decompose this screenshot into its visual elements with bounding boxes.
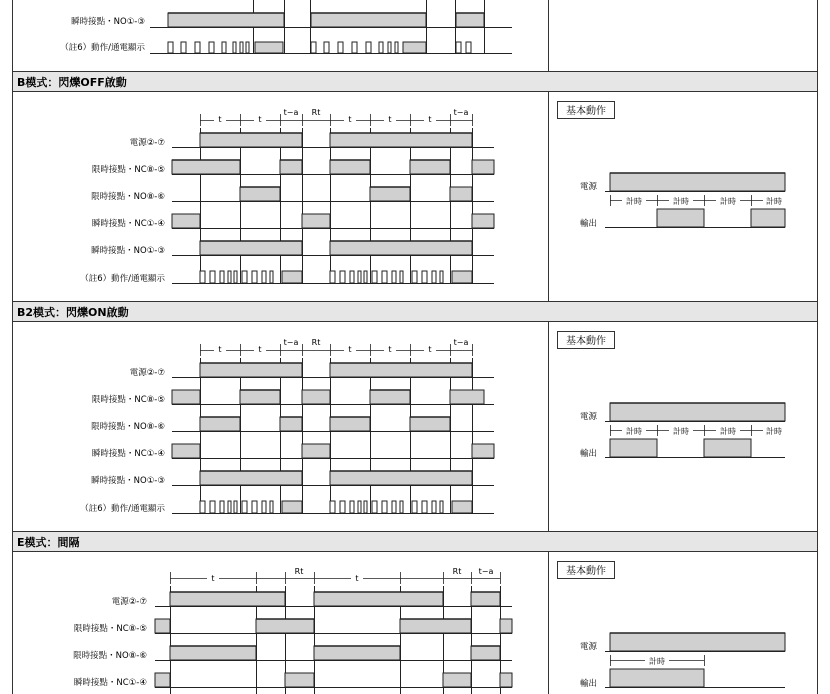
section-header-b2 bbox=[13, 302, 818, 322]
time-label: t bbox=[258, 345, 262, 354]
svg-text:計時: 計時 bbox=[649, 657, 665, 666]
time-label: t bbox=[355, 574, 359, 583]
svg-text:電源: 電源 bbox=[580, 642, 598, 652]
svg-text:電源: 電源 bbox=[580, 182, 598, 192]
row-label: 瞬時接點・NC①-④ bbox=[91, 449, 165, 459]
row-label: 瞬時接點・NC①-④ bbox=[91, 219, 165, 229]
pulse-train bbox=[168, 42, 471, 53]
time-label: t−a bbox=[478, 567, 494, 576]
svg-text:計時: 計時 bbox=[626, 427, 642, 436]
time-label: Rt bbox=[452, 567, 462, 576]
row-label: 限時接點・NC⑧-⑤ bbox=[91, 395, 165, 405]
row-label: 電源②-⑦ bbox=[111, 597, 147, 607]
row-label: （註6）動作/通電顯示 bbox=[80, 504, 165, 514]
svg-text:計時: 計時 bbox=[673, 427, 689, 436]
time-label: t bbox=[218, 345, 222, 354]
row-label: 瞬時接點・NO①-③ bbox=[71, 17, 145, 27]
svg-text:輸出: 輸出 bbox=[580, 449, 598, 459]
b2-basic-motion bbox=[558, 332, 786, 460]
svg-text:計時: 計時 bbox=[673, 197, 689, 206]
time-label: t bbox=[258, 115, 262, 124]
time-label: t bbox=[428, 115, 432, 124]
section-header-b bbox=[13, 72, 818, 92]
time-label: t bbox=[388, 345, 392, 354]
top-partial-diagram bbox=[60, 0, 512, 54]
time-label: t−a bbox=[453, 108, 469, 117]
time-label: t bbox=[348, 345, 352, 354]
row-label: 電源②-⑦ bbox=[129, 368, 165, 378]
time-label: Rt bbox=[311, 338, 321, 347]
time-label: t bbox=[211, 574, 215, 583]
svg-text:計時: 計時 bbox=[766, 197, 782, 206]
svg-text:輸出: 輸出 bbox=[580, 679, 598, 689]
row-label: 限時接點・NO⑧-⑥ bbox=[91, 422, 165, 432]
row-label: （註6）動作/通電顯示 bbox=[60, 43, 145, 53]
e-mode-diagram bbox=[73, 567, 512, 694]
section-header-e bbox=[13, 532, 818, 552]
row-label: 限時接點・NO⑧-⑥ bbox=[91, 192, 165, 202]
time-label: t bbox=[218, 115, 222, 124]
svg-text:計時: 計時 bbox=[766, 427, 782, 436]
svg-text:計時: 計時 bbox=[720, 427, 736, 436]
b2-mode-diagram bbox=[80, 338, 494, 514]
row-label: 瞬時接點・NO①-③ bbox=[91, 476, 165, 486]
row-label: 限時接點・NO⑧-⑥ bbox=[73, 651, 147, 661]
svg-text:計時: 計時 bbox=[626, 197, 642, 206]
time-label: t−a bbox=[283, 338, 299, 347]
svg-text:B模式：閃爍OFF啟動: B模式：閃爍OFF啟動 bbox=[17, 76, 127, 89]
svg-text:B2模式：閃爍ON啟動: B2模式：閃爍ON啟動 bbox=[17, 306, 129, 319]
time-label: t−a bbox=[453, 338, 469, 347]
row-label: 限時接點・NC⑧-⑤ bbox=[91, 165, 165, 175]
row-label: 瞬時接點・NC①-④ bbox=[73, 678, 147, 688]
time-label: t bbox=[348, 115, 352, 124]
svg-text:輸出: 輸出 bbox=[580, 219, 598, 229]
basic-title: 基本動作 bbox=[566, 566, 606, 577]
row-label: （註6）動作/通電顯示 bbox=[80, 274, 165, 284]
svg-text:E模式：間隔: E模式：間隔 bbox=[17, 536, 80, 549]
row-label: 電源②-⑦ bbox=[129, 138, 165, 148]
time-label: t−a bbox=[283, 108, 299, 117]
row-label: 限時接點・NC⑧-⑤ bbox=[73, 624, 147, 634]
b-basic-motion bbox=[558, 102, 786, 230]
svg-text:計時: 計時 bbox=[720, 197, 736, 206]
e-basic-motion bbox=[558, 562, 786, 690]
row-label: 瞬時接點・NO①-③ bbox=[91, 246, 165, 256]
svg-text:電源: 電源 bbox=[580, 412, 598, 422]
table-frame bbox=[13, 0, 818, 694]
b-mode-diagram bbox=[80, 108, 494, 284]
time-label: t bbox=[428, 345, 432, 354]
time-label: Rt bbox=[294, 567, 304, 576]
basic-title: 基本動作 bbox=[566, 336, 606, 347]
time-label: t bbox=[388, 115, 392, 124]
basic-title: 基本動作 bbox=[566, 106, 606, 117]
time-label: Rt bbox=[311, 108, 321, 117]
